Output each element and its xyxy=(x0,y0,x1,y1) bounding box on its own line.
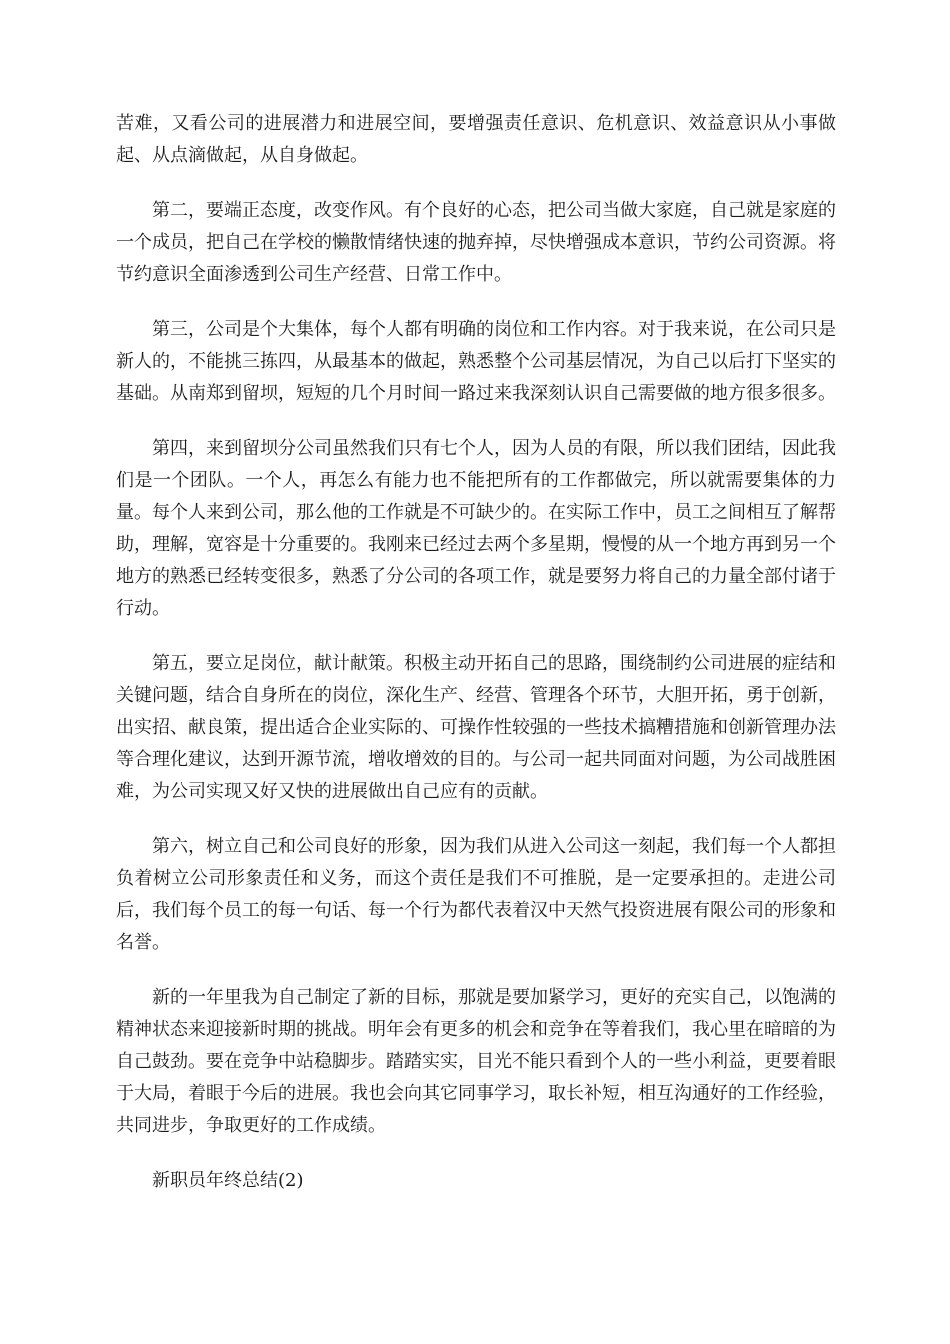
paragraph-fifth-point: 第五，要立足岗位，献计献策。积极主动开拓自己的思路，围绕制约公司进展的症结和关键问题，结合自身所在的岗位，深化生产、经营、管理各个环节，大胆开拓，勇于创新，出实招、献良策，提出适合企业实际的、可操作性较强的一些技术搞糟措施和创新管理办法等合理化建议，达到开源节流，增收增效的目的。与公司一起共同面对问题，为公司战胜困难，为公司实现又好又快的进展做出自己应有的贡献。 xyxy=(116,653,836,802)
document-body xyxy=(116,108,836,1220)
paragraph-third-point: 第三，公司是个大集体，每个人都有明确的岗位和工作内容。对于我来说，在公司只是新人的，不能挑三拣四，从最基本的做起，熟悉整个公司基层情况，为自己以后打下坚实的基础。从南郑到留坝，短短的几个月时间一路过来我深刻认识自己需要做的地方很多很多。 xyxy=(116,319,836,404)
paragraph-fourth-point: 第四，来到留坝分公司虽然我们只有七个人，因为人员的有限，所以我们团结，因此我们是一个团队。一个人，再怎么有能力也不能把所有的工作都做完，所以就需要集体的力量。每个人来到公司，那么他的工作就是不可缺少的。在实际工作中，员工之间相互了解帮助，理解，宽容是十分重要的。我刚来已经过去两个多星期，慢慢的从一个地方再到另一个地方的熟悉已经转变很多，熟悉了分公司的各项工作，就是要努力将自己的力量全部付诸于行动。 xyxy=(116,438,836,619)
paragraph-second-point: 第二，要端正态度，改变作风。有个良好的心态，把公司当做大家庭，自己就是家庭的一个成员，把自己在学校的懒散情绪快速的抛弃掉，尽快增强成本意识，节约公司资源。将节约意识全面渗透到公司生产经营、日常工作中。 xyxy=(116,200,836,285)
paragraph-sixth-point: 第六，树立自己和公司良好的形象，因为我们从进入公司这一刻起，我们每一个人都担负着树立公司形象责任和义务，而这个责任是我们不可推脱，是一定要承担的。走进公司后，我们每个员工的每一句话、每一个行为都代表着汉中天然气投资进展有限公司的形象和名誉。 xyxy=(116,836,836,953)
paragraph-continuation: 苦难，又看公司的进展潜力和进展空间，要增强责任意识、危机意识、效益意识从小事做起、从点滴做起，从自身做起。 xyxy=(116,113,836,166)
section-heading: 新职员年终总结(2) xyxy=(152,1170,304,1191)
paragraph-new-year-goals: 新的一年里我为自己制定了新的目标，那就是要加紧学习，更好的充实自己，以饱满的精神状态来迎接新时期的挑战。明年会有更多的机会和竞争在等着我们，我心里在暗暗的为自己鼓劲。要在竞争中站稳脚步。踏踏实实，目光不能只看到个人的一些小利益，更要着眼于大局，着眼于今后的进展。我也会向其它同事学习，取长补短，相互沟通好的工作经验，共同进步，争取更好的工作成绩。 xyxy=(116,987,836,1136)
